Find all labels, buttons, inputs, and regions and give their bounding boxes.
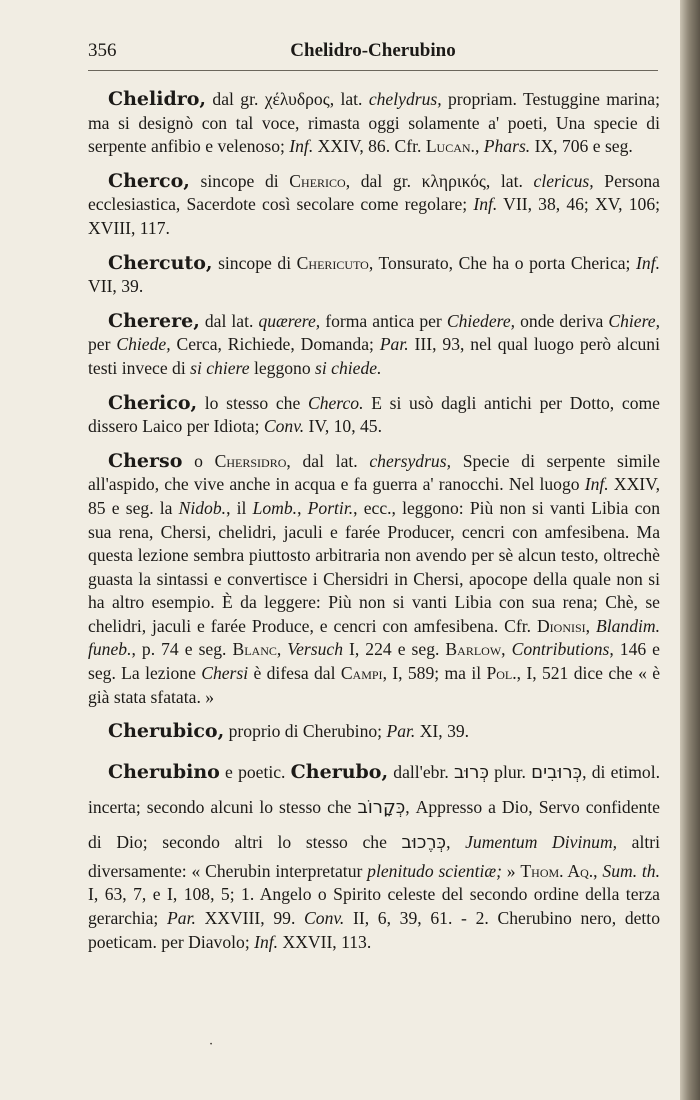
reference: Inf. <box>636 252 660 273</box>
headword: Cherco, <box>108 169 190 192</box>
page-number: 356 <box>88 40 117 61</box>
entry-cherico: Cherico, lo stesso che Cherco. E si usò dagli antichi per Dotto, come dissero Laico per Idiota; Conv. IV, 10, 45. <box>88 391 660 437</box>
headword: Chelidro, <box>108 88 207 110</box>
reference: Par. <box>167 908 196 929</box>
headword: Cherere, <box>108 309 200 332</box>
hebrew-word: כְּקָרוֹב <box>357 796 406 818</box>
header-rule <box>88 70 658 71</box>
entry-cherco: Cherco, sincope di Cherico, dal gr. κληρικός, lat. clericus, Persona ecclesiastica, Sacerdote così secolare come regolare; Inf. VII, 38, 46; XV, 106; XVIII, 117. <box>88 169 660 238</box>
entry-cherubino: Cherubino e poetic. Cherubo, dall'ebr. כְּרוּב plur. כְּרוּבִים, di etimol. incerta; secondo alcuni lo stesso che כְּקָרוֹב, Appresso a Dio, Servo confidente di Dio; secondo altri lo stesso che כְּרֶכוּב, Jumentum Divinum, altri diversamente: « Cherubin interpretatur plenitudo scientiæ; » Thom. Aq., Sum. th. I, 63, 7, e I, 108, 5; 1. Angelo o Spirito celeste del secondo ordine della terza gerarchia; Par. XXVIII, 99. Conv. II, 6, 39, 61. - 2. Cherubino nero, detto poeticam. per Diavolo; Inf. XXVII, 113. <box>88 760 661 952</box>
hebrew-word: כְּרֶכוּב <box>401 831 447 853</box>
headword-variant: Cherubo, <box>290 760 389 783</box>
headword: Cherubico, <box>108 720 225 743</box>
entry-cherere: Cherere, dal lat. quærere, forma antica per Chiedere, onde deriva Chiere, per Chiede, Cerca, Richiede, Domanda; Par. III, 93, nel qual luogo però alcuni testi invece di si chiere leggono si chiede. <box>88 309 660 378</box>
entry-cherso: Cherso o Chersidro, dal lat. chersydrus, Specie di serpente simile all'aspido, che vive anche in acqua e fa guerra a' ranocchi. Nel luogo Inf. XXIV, 85 e seg. la Nidob., il Lomb., Portir., ecc., leggono: Più non si vanti Libia con sua rena, Chersi, chelidri, jaculi e farée Producer, cencri con amfesibena. Ma questa lezione sembra piuttosto arbitraria non avendo per sè alcun testo, oltrechè guasta la sintassi e convertisce i Chersidri in Chersi, apocope della quale non si ha altro esempio. È da leggere: Più non si vanti Libia con sua rena; Chè, se chelidri, jaculi e farée Produce, e cencri con amfesibena. Cfr. Dionisi, Blandim. funeb., p. 74 e seg. Blanc, Versuch I, 224 e seg. Barlow, Contributions, 146 e seg. La lezione Chersi è difesa dal Campi, I, 589; ma il Pol., I, 521 dice che « è già stata sfatata. » <box>88 449 661 707</box>
dictionary-column <box>88 88 660 965</box>
reference: Par. <box>386 721 416 742</box>
reference: Inf. <box>473 194 498 215</box>
entry-chercuto: Chercuto, sincope di Chericuto, Tonsurato, Che ha o porta Cherica; Inf. VII, 39. <box>88 251 660 297</box>
reference: Conv. <box>263 416 305 437</box>
reference: Inf. <box>254 931 279 952</box>
reference: Conv. <box>304 908 345 929</box>
greek-word: κληρικός <box>421 170 486 191</box>
entry-cherubico: Cherubico, proprio di Cherubino; Par. XI, 39. <box>108 720 470 743</box>
reference: Par. <box>379 334 409 355</box>
headword: Cherso <box>108 449 183 472</box>
running-header <box>88 40 658 68</box>
hebrew-word: כְּרוּב <box>453 761 489 783</box>
greek-word: χέλυδρος <box>264 89 330 109</box>
headword: Cherubino <box>108 760 220 783</box>
reference: Inf. <box>584 474 609 495</box>
footer-mark: · <box>209 1037 214 1052</box>
page-title: Chelidro-Cherubino <box>290 40 456 61</box>
headword: Cherico, <box>108 391 198 414</box>
hebrew-word: כְּרוּבִים <box>531 761 583 783</box>
entry-chelidro: Chelidro, dal gr. χέλυδρος, lat. chelydrus, propriam. Testuggine marina; ma si designò con tal voce, rimasta oggi solamente a' poeti, Una specie di serpente anfibio e velenoso; Inf. XXIV, 86. Cfr. Lucan., Phars. IX, 706 e seg. <box>88 88 660 157</box>
headword: Chercuto, <box>108 251 213 274</box>
page-binding-edge <box>680 0 700 1100</box>
reference: Inf. <box>289 136 314 157</box>
